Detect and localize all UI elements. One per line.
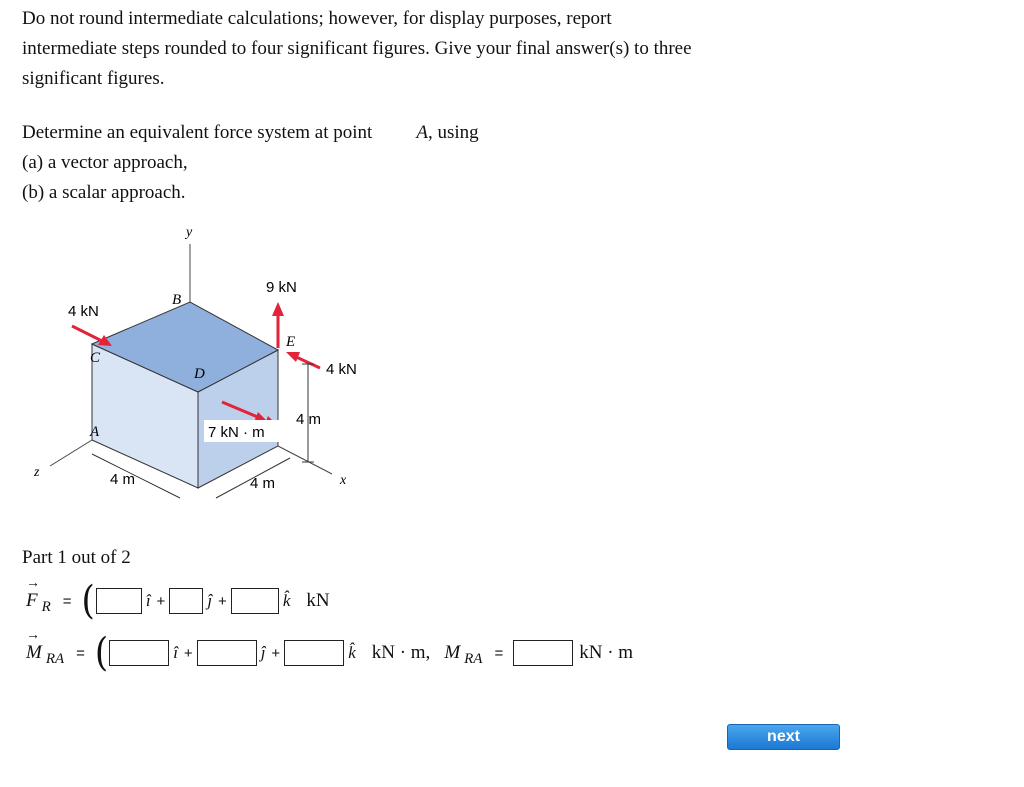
force-c-label: 4 kN <box>68 303 99 320</box>
open-paren: ( <box>81 578 95 624</box>
dim-x-label: 4 m <box>250 475 276 492</box>
question-suffix: , using <box>427 122 479 143</box>
moment-d-label: 7 kN · m <box>208 424 265 441</box>
moment-magnitude-input[interactable] <box>513 640 573 666</box>
instructions-line-1: Do not round intermediate calculations; however, for display purposes, report <box>22 8 612 29</box>
vector-arrow-icon: → <box>26 628 40 643</box>
force-c-arrow <box>72 326 104 342</box>
force-j-input[interactable] <box>169 588 203 614</box>
x-axis-label: x <box>340 473 347 488</box>
dim-z-label: 4 m <box>110 471 136 488</box>
moment-subscript: RA <box>45 650 65 667</box>
instructions <box>22 4 802 94</box>
force-subscript: R <box>41 598 51 615</box>
question-point: A <box>416 122 428 143</box>
point-a-label: A <box>90 424 100 440</box>
point-b-label: B <box>172 292 182 308</box>
question-part-b: (b) a scalar approach. <box>22 182 186 203</box>
plus-sign: + <box>218 592 227 610</box>
next-button[interactable]: next <box>727 724 840 750</box>
resultant-moment-equation <box>26 628 634 676</box>
j-hat: ĵ <box>207 591 213 610</box>
cube-force-diagram <box>20 218 380 518</box>
moment-k-input[interactable] <box>284 640 344 666</box>
vector-arrow-icon: → <box>26 576 40 591</box>
point-d-label: D <box>194 366 205 382</box>
moment-i-input[interactable] <box>109 640 169 666</box>
force-e-horizontal-label: 4 kN <box>326 361 357 378</box>
equals-sign: = <box>494 644 504 662</box>
point-e-label: E <box>286 334 296 350</box>
question <box>22 118 479 208</box>
resultant-force-equation <box>26 576 330 624</box>
force-unit: kN <box>306 590 330 611</box>
open-paren: ( <box>94 630 109 676</box>
equals-sign: = <box>76 644 85 662</box>
force-i-input[interactable] <box>96 588 142 614</box>
force-symbol: → F <box>26 576 40 611</box>
instructions-line-3: significant figures. <box>22 68 165 89</box>
k-hat: k̂ <box>282 591 291 610</box>
force-e-vertical-arrowhead <box>272 302 284 316</box>
i-hat: î <box>173 643 178 662</box>
force-e-vertical-label: 9 kN <box>266 279 297 296</box>
part-label: Part 1 out of 2 <box>22 547 131 568</box>
k-hat: k̂ <box>348 643 356 662</box>
moment-symbol: → M <box>26 628 42 663</box>
moment-unit: kN · m, <box>371 642 431 663</box>
moment-j-input[interactable] <box>197 640 257 666</box>
dim-vertical-label: 4 m <box>296 411 322 428</box>
point-c-label: C <box>90 350 101 366</box>
moment-magnitude-unit: kN · m <box>579 642 634 663</box>
j-hat: ĵ <box>260 643 266 662</box>
i-hat: î <box>145 591 151 610</box>
y-axis-label: y <box>186 225 193 240</box>
plus-sign: + <box>271 644 281 662</box>
moment-magnitude-subscript: RA <box>464 650 483 667</box>
question-prompt <box>22 118 479 148</box>
question-prefix: Determine an equivalent force system at point <box>22 122 373 143</box>
z-axis-label: z <box>34 465 40 480</box>
force-e-horizontal-arrow <box>294 356 320 368</box>
force-e-horizontal-arrowhead <box>286 352 300 362</box>
moment-magnitude-symbol: M <box>444 642 461 663</box>
z-axis <box>50 440 92 466</box>
plus-sign: + <box>183 644 193 662</box>
force-k-input[interactable] <box>231 588 279 614</box>
instructions-line-2: intermediate steps rounded to four significant figures. Give your final answer(s) to three <box>22 38 692 59</box>
equals-sign: = <box>62 592 72 610</box>
question-part-a: (a) a vector approach, <box>22 152 188 173</box>
plus-sign: + <box>156 592 166 610</box>
